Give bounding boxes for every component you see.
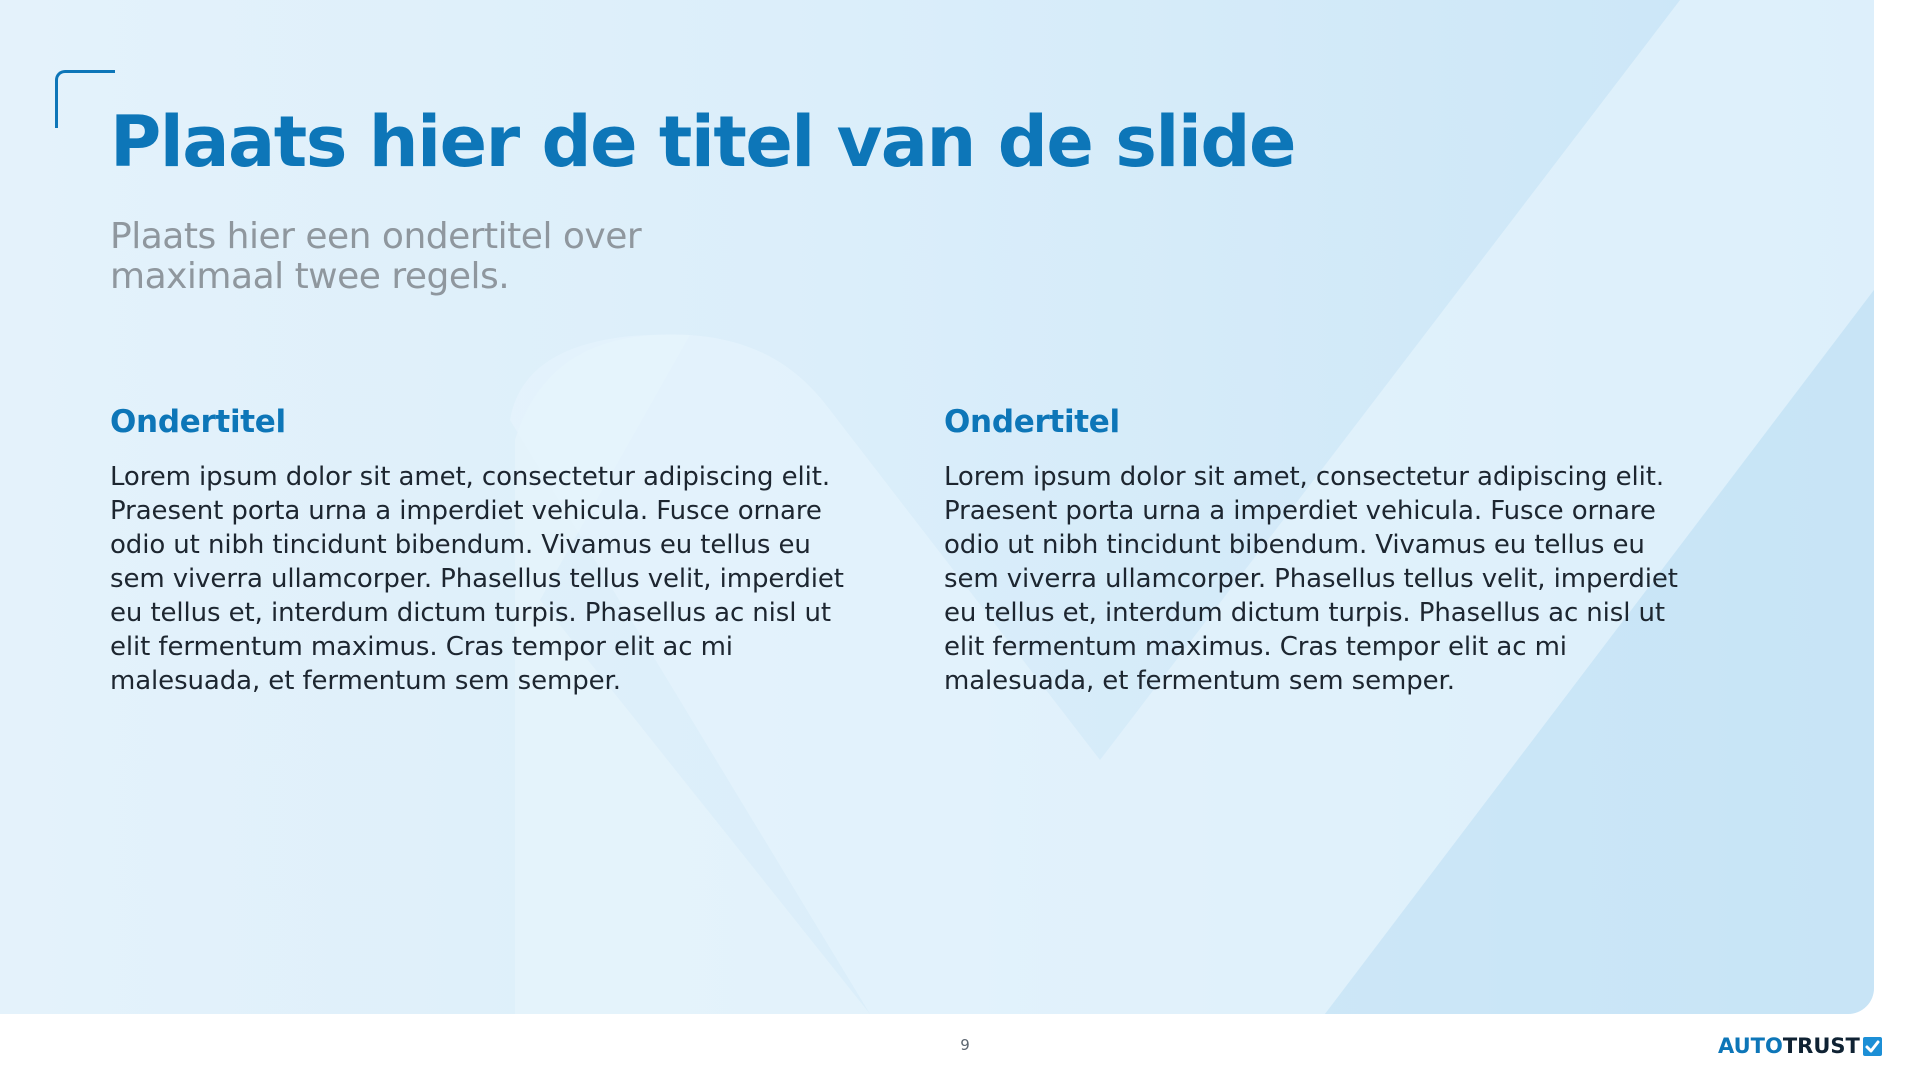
right-column-body: Lorem ipsum dolor sit amet, consectetur adipiscing elit. Praesent porta urna a imperdiet vehicula. Fusce ornare odio ut nibh tincidunt bibendum. Vivamus eu tellus eu sem viverra ullamcorper. Phasellus tellus velit, imperdiet eu tellus et, interdum dictum turpis. Phasellus ac nisl ut elit fermentum maximus. Cras tempor elit ac mi malesuada, et fermentum sem semper. bbox=[944, 462, 1678, 696]
autotrust-logo bbox=[1718, 1034, 1882, 1058]
slide-subtitle: Plaats hier een ondertitel over maximaal twee regels. bbox=[110, 216, 642, 297]
left-column-body: Lorem ipsum dolor sit amet, consectetur adipiscing elit. Praesent porta urna a imperdiet vehicula. Fusce ornare odio ut nibh tincidunt bibendum. Vivamus eu tellus eu sem viverra ullamcorper. Phasellus tellus velit, imperdiet eu tellus et, interdum dictum turpis. Phasellus ac nisl ut elit fermentum maximus. Cras tempor elit ac mi malesuada, et fermentum sem semper. bbox=[110, 462, 844, 696]
slide-title: Plaats hier de titel van de slide bbox=[110, 101, 1295, 183]
logo-text-trust: TRUST bbox=[1782, 1034, 1860, 1058]
left-column bbox=[110, 402, 850, 698]
logo-text-auto: AUTO bbox=[1718, 1034, 1783, 1058]
right-column bbox=[944, 402, 1684, 698]
corner-bracket-decoration bbox=[55, 70, 115, 128]
right-column-heading: Ondertitel bbox=[944, 404, 1120, 440]
page-number: 9 bbox=[960, 1036, 970, 1054]
left-column-heading: Ondertitel bbox=[110, 404, 286, 440]
checkbox-check-icon bbox=[1863, 1037, 1882, 1056]
